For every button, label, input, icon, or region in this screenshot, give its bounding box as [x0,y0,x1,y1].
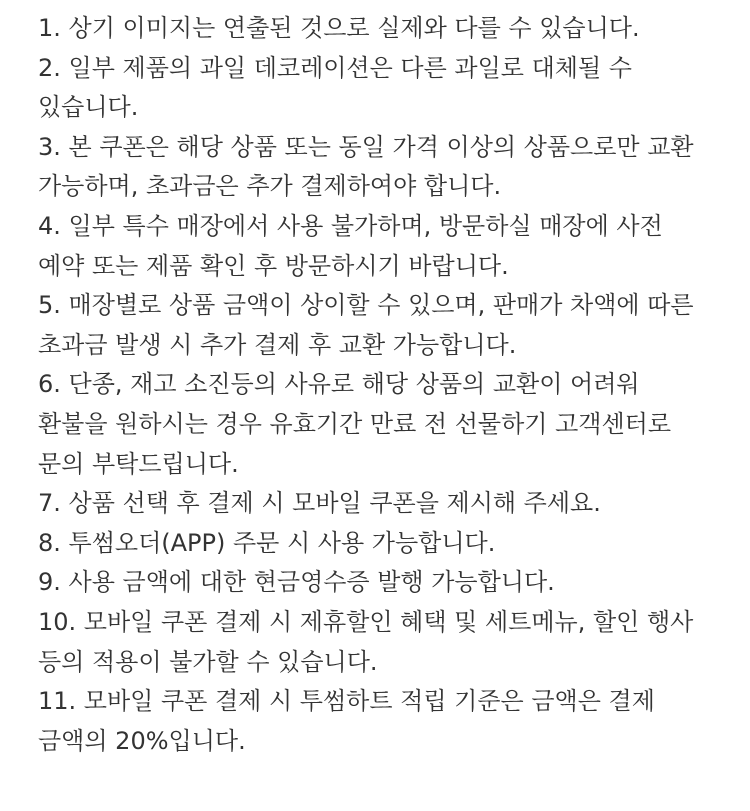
notice-item-6: 6. 단종, 재고 소진등의 사유로 해당 상품의 교환이 어려워 환불을 원하시는 경우 유효기간 만료 전 선물하기 고객센터로 문의 부탁드립니다. [38,370,672,478]
notice-item-9: 9. 사용 금액에 대한 현금영수증 발행 가능합니다. [38,568,555,597]
notice-item-2: 2. 일부 제품의 과일 데코레이션은 다른 과일로 대체될 수 있습니다. [38,53,632,122]
notice-item-5: 5. 매장별로 상품 금액이 상이할 수 있으며, 판매가 차액에 따른 초과금 발생 시 추가 결제 후 교환 가능합니다. [38,291,694,359]
notice-item-1: 1. 상기 이미지는 연출된 것으로 실제와 다를 수 있습니다. [38,14,640,42]
notice-item-8: 8. 투썸오더(APP) 주문 시 사용 가능합니다. [38,528,496,557]
notice-item-7: 7. 상품 선택 후 결제 시 모바일 쿠폰을 제시해 주세요. [38,489,601,518]
notice-item-4: 4. 일부 특수 매장에서 사용 불가하며, 방문하실 매장에 사전 예약 또는 제품 확인 후 방문하시기 바랍니다. [38,211,663,280]
notice-item-11: 11. 모바일 쿠폰 결제 시 투썸하트 적립 기준은 금액은 결제 금액의 20%입니다. [38,687,655,755]
notice-item-3: 3. 본 쿠폰은 해당 상품 또는 동일 가격 이상의 상품으로만 교환 가능하며, 초과금은 추가 결제하여야 합니다. [38,132,694,201]
notice-item-10: 10. 모바일 쿠폰 결제 시 제휴할인 혜택 및 세트메뉴, 할인 행사 등의 적용이 불가할 수 있습니다. [38,607,694,676]
